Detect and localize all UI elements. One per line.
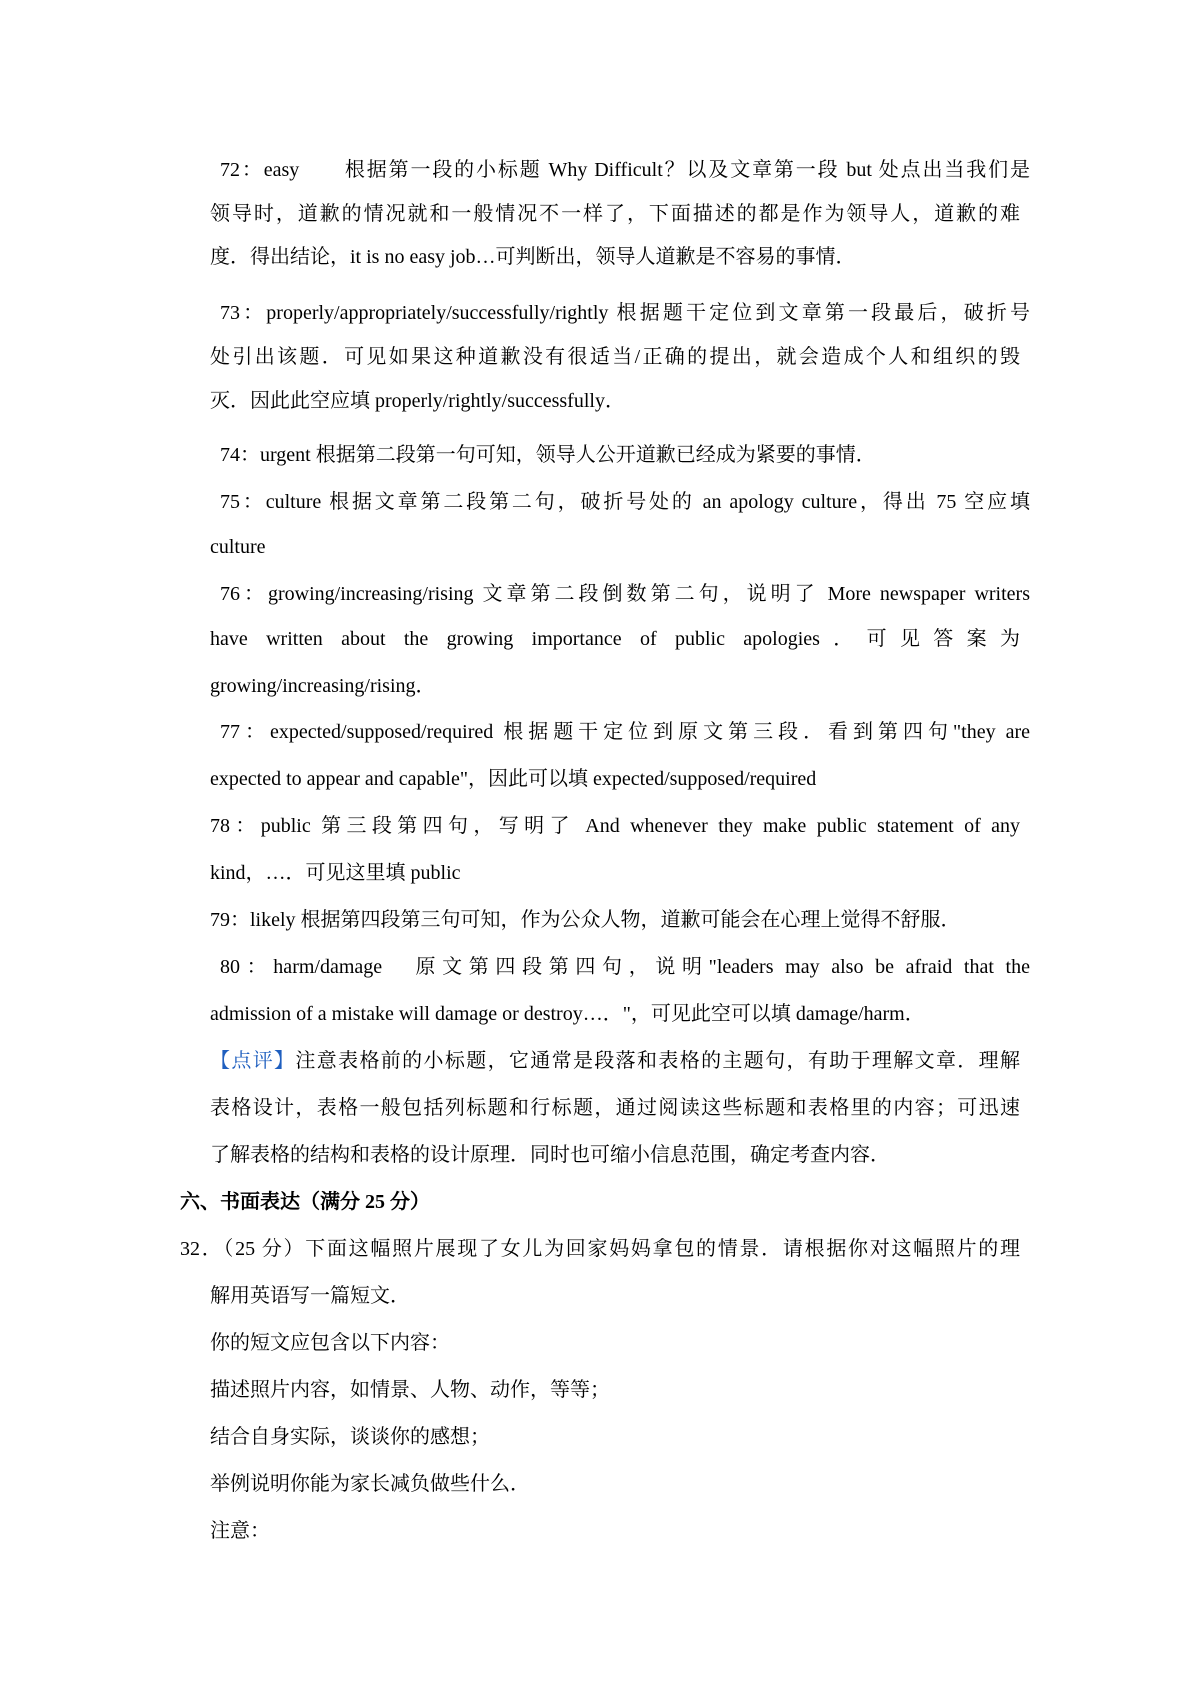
comment-line-2: 表格设计，表格一般包括列标题和行标题，通过阅读这些标题和表格里的内容；可迅速 [210,1097,1020,1119]
answer-79-line-1: 79：likely 根据第四段第三句可知，作为公众人物，道歉可能会在心理上觉得不舒服． [210,909,961,931]
answer-78-line-2: kind，…．可见这里填 public [210,862,461,884]
question-32-line-2: 解用英语写一篇短文． [210,1285,410,1307]
answer-75-line-2: culture [210,536,266,558]
answer-75-line-1: 75：culture 根据文章第二段第二句，破折号处的 an apology culture，得出 75 空应填 [220,491,1030,513]
comment-text-1: 注意表格前的小标题，它通常是段落和表格的主题句，有助于理解文章．理解 [295,1050,1021,1072]
question-32-line-3: 你的短文应包含以下内容： [210,1332,450,1354]
answer-76-line-3: growing/increasing/rising． [210,675,436,697]
comment-line-1 [210,1047,1020,1075]
answer-76-line-2: have written about the growing importance of public apologies．可见答案为 [210,628,1020,650]
answer-80-line-2: admission of a mistake will damage or destroy…．"，可见此空可以填 damage/harm． [210,1003,925,1025]
question-32-line-4: 描述照片内容，如情景、人物、动作，等等； [210,1379,610,1401]
question-32-line-7: 注意： [210,1520,270,1542]
answer-73-line-3: 灭．因此此空应填 properly/rightly/successfully． [210,390,625,412]
question-32-line-1: 32．（25 分）下面这幅照片展现了女儿为回家妈妈拿包的情景．请根据你对这幅照片的理 [180,1238,1020,1260]
answer-72-line-2: 领导时，道歉的情况就和一般情况不一样了，下面描述的都是作为领导人，道歉的难 [210,203,1020,225]
section-heading: 六、书面表达（满分 25 分） [180,1191,430,1213]
answer-72-line-3: 度．得出结论，it is no easy job…可判断出，领导人道歉是不容易的事情． [210,246,856,268]
comment-line-3: 了解表格的结构和表格的设计原理．同时也可缩小信息范围，确定考查内容． [210,1144,890,1166]
comment-tag: 【点评】 [210,1050,296,1072]
answer-76-line-1: 76：growing/increasing/rising 文章第二段倒数第二句，说明了 More newspaper writers [220,583,1030,605]
answer-73-line-2: 处引出该题．可见如果这种道歉没有很适当/正确的提出，就会造成个人和组织的毁 [210,346,1020,368]
answer-73-line-1: 73：properly/appropriately/successfully/rightly 根据题干定位到文章第一段最后，破折号 [220,302,1030,324]
question-32-line-6: 举例说明你能为家长减负做些什么． [210,1473,530,1495]
question-32-line-5: 结合自身实际，谈谈你的感想； [210,1426,490,1448]
answer-78-line-1: 78：public 第三段第四句，写明了 And whenever they make public statement of any [210,815,1020,837]
answer-80-line-1: 80：harm/damage 原文第四段第四句，说明"leaders may also be afraid that the [220,956,1030,978]
answer-72-line-1: 72：easy 根据第一段的小标题 Why Difficult？以及文章第一段 but 处点出当我们是 [220,159,1030,181]
answer-77-line-2: expected to appear and capable"，因此可以填 expected/supposed/required [210,768,817,790]
answer-77-line-1: 77：expected/supposed/required 根据题干定位到原文第三段．看到第四句"they are [220,721,1030,743]
answer-74-line-1: 74：urgent 根据第二段第一句可知，领导人公开道歉已经成为紧要的事情． [220,444,876,466]
